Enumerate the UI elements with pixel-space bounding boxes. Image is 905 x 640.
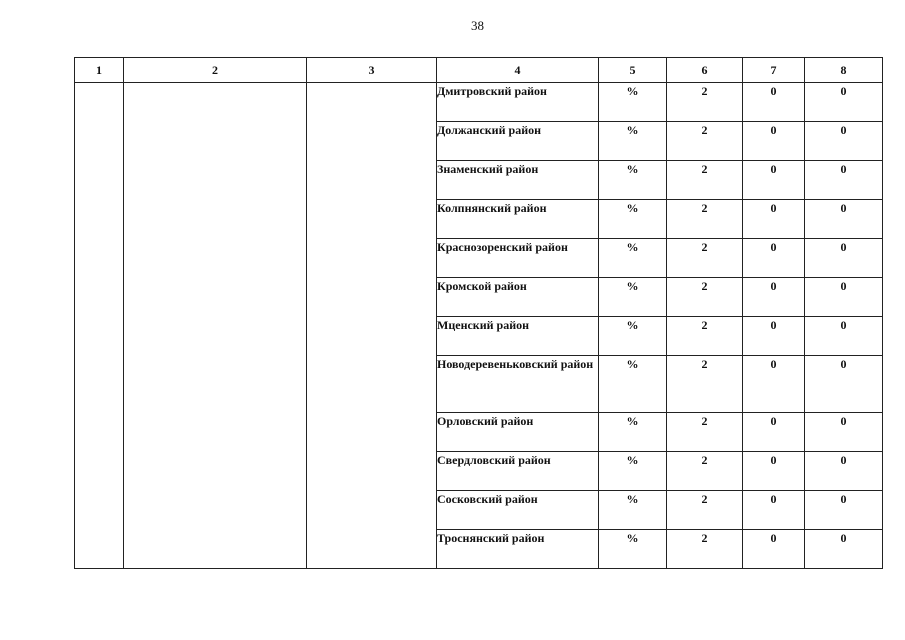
header-col-6: 6 [667,58,743,83]
unit-cell: % [599,200,667,239]
value-col-6: 2 [667,122,743,161]
value-col-6: 2 [667,200,743,239]
district-name: Кромской район [437,278,599,317]
value-col-6: 2 [667,278,743,317]
value-col-8: 0 [805,161,883,200]
unit-cell: % [599,356,667,413]
value-col-8: 0 [805,83,883,122]
value-col-7: 0 [743,83,805,122]
value-col-6: 2 [667,530,743,569]
unit-cell: % [599,413,667,452]
header-col-4: 4 [437,58,599,83]
empty-cell-col-1 [75,83,124,569]
value-col-8: 0 [805,530,883,569]
value-col-7: 0 [743,452,805,491]
empty-cell-col-2 [124,83,307,569]
value-col-8: 0 [805,122,883,161]
value-col-8: 0 [805,356,883,413]
district-name: Знаменский район [437,161,599,200]
district-name: Должанский район [437,122,599,161]
value-col-6: 2 [667,239,743,278]
value-col-8: 0 [805,413,883,452]
value-col-7: 0 [743,239,805,278]
unit-cell: % [599,530,667,569]
value-col-6: 2 [667,83,743,122]
unit-cell: % [599,161,667,200]
district-name: Сосковский район [437,491,599,530]
header-col-8: 8 [805,58,883,83]
district-name: Троснянский район [437,530,599,569]
district-name: Дмитровский район [437,83,599,122]
value-col-7: 0 [743,122,805,161]
value-col-7: 0 [743,278,805,317]
value-col-7: 0 [743,161,805,200]
district-name: Краснозоренский район [437,239,599,278]
value-col-7: 0 [743,530,805,569]
value-col-6: 2 [667,317,743,356]
value-col-6: 2 [667,413,743,452]
header-col-3: 3 [307,58,437,83]
district-name: Мценский район [437,317,599,356]
indicator-table [74,57,883,569]
page-number: 38 [471,18,484,33]
district-name: Новодеревеньковский район [437,356,599,413]
table-header-row [75,58,883,83]
value-col-7: 0 [743,317,805,356]
unit-cell: % [599,83,667,122]
unit-cell: % [599,491,667,530]
unit-cell: % [599,122,667,161]
value-col-6: 2 [667,452,743,491]
value-col-6: 2 [667,491,743,530]
header-col-1: 1 [75,58,124,83]
value-col-8: 0 [805,452,883,491]
district-name: Орловский район [437,413,599,452]
district-name: Колпнянский район [437,200,599,239]
empty-cell-col-3 [307,83,437,569]
unit-cell: % [599,452,667,491]
value-col-8: 0 [805,491,883,530]
value-col-6: 2 [667,356,743,413]
value-col-7: 0 [743,413,805,452]
unit-cell: % [599,317,667,356]
value-col-7: 0 [743,200,805,239]
table-row [75,83,883,122]
header-col-2: 2 [124,58,307,83]
value-col-8: 0 [805,200,883,239]
value-col-8: 0 [805,278,883,317]
unit-cell: % [599,239,667,278]
header-col-5: 5 [599,58,667,83]
value-col-6: 2 [667,161,743,200]
value-col-8: 0 [805,239,883,278]
value-col-7: 0 [743,356,805,413]
header-col-7: 7 [743,58,805,83]
unit-cell: % [599,278,667,317]
value-col-8: 0 [805,317,883,356]
value-col-7: 0 [743,491,805,530]
district-name: Свердловский район [437,452,599,491]
